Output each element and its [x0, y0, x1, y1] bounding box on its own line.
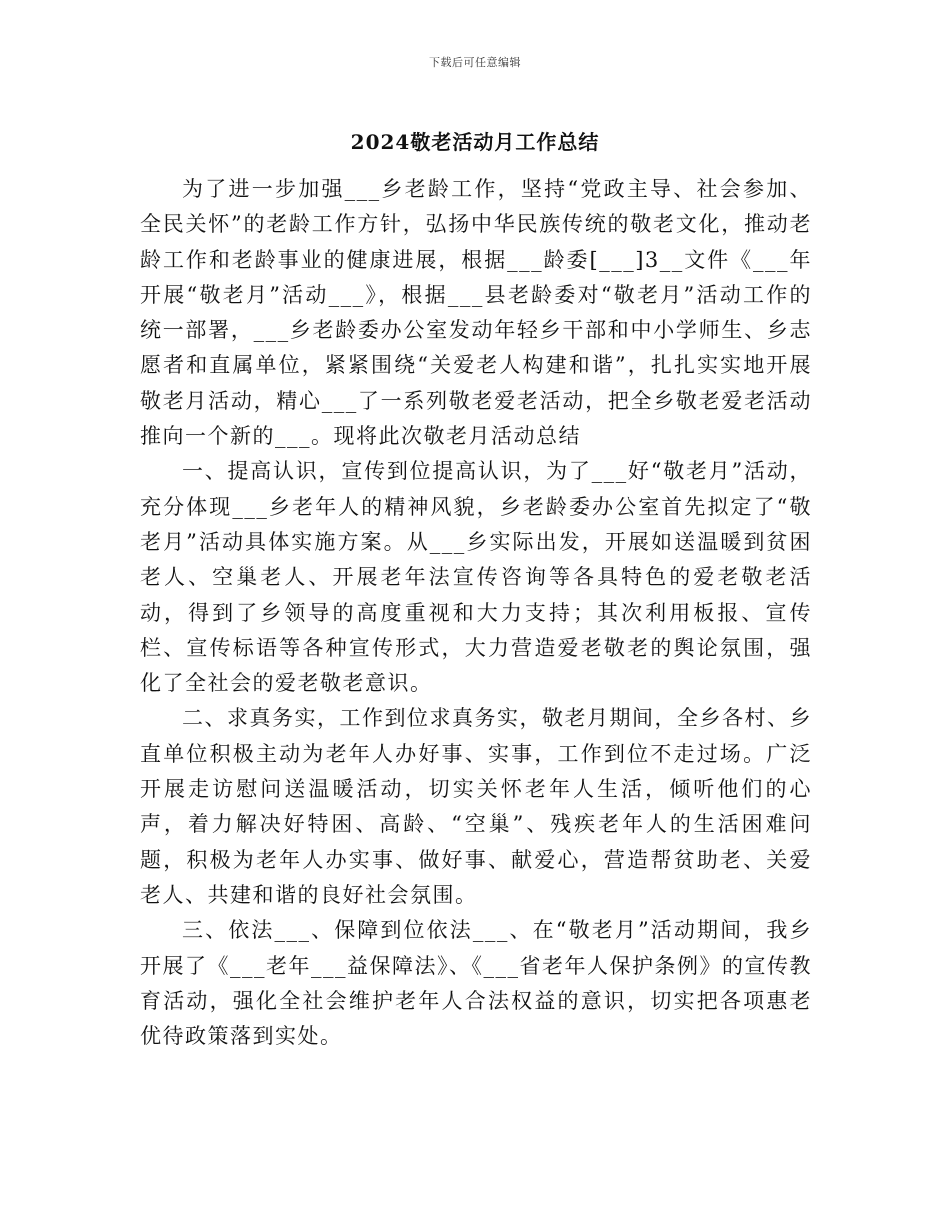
document-title: 2024敬老活动月工作总结	[350, 130, 600, 154]
paragraph-section-2: 二、求真务实，工作到位求真务实，敬老月期间，全乡各村、乡直单位积极主动为老年人办好事、实事，工作到位不走过场。广泛开展走访慰问送温暖活动，切实关怀老年人生活，倾听他们的心声，着力解决好特困、高龄、“空巢”、残疾老年人的生活困难问题，积极为老年人办实事、做好事、献爱心，营造帮贫助老、关爱老人、共建和谐的良好社会氛围。	[140, 706, 812, 907]
paragraph-intro: 为了进一步加强___乡老龄工作，坚持“党政主导、社会参加、全民关怀”的老龄工作方针，弘扬中华民族传统的敬老文化，推动老龄工作和老龄事业的健康进展，根据___龄委[___]3__文件《___年开展“敬老月”活动___》，根据___县老龄委对“敬老月”活动工作的统一部署，___乡老龄委办公室发动年轻乡干部和中小学师生、乡志愿者和直属单位，紧紧围绕“关爱老人构建和谐”，扎扎实实地开展敬老月活动，精心___了一系列敬老爱老活动，把全乡敬老爱老活动推向一个新的___。现将此次敬老月活动总结	[140, 177, 812, 449]
document-body	[140, 172, 812, 1054]
paragraph-section-3: 三、依法___、保障到位依法___、在“敬老月”活动期间，我乡开展了《___老年___益保障法》、《___省老年人保护条例》的宣传教育活动，强化全社会维护老年人合法权益的意识，切实把各项惠老优待政策落到实处。	[140, 918, 812, 1049]
paragraph-section-1: 一、提高认识，宣传到位提高认识，为了___好“敬老月”活动，充分体现___乡老年人的精神风貌，乡老龄委办公室首先拟定了“敬老月”活动具体实施方案。从___乡实际出发，开展如送温暖到贫困老人、空巢老人、开展老年法宣传咨询等各具特色的爱老敬老活动，得到了乡领导的高度重视和大力支持；其次利用板报、宣传栏、宣传标语等各种宣传形式，大力营造爱老敬老的舆论氛围，强化了全社会的爱老敬老意识。	[140, 459, 812, 696]
header-note: 下载后可任意编辑	[429, 56, 521, 69]
